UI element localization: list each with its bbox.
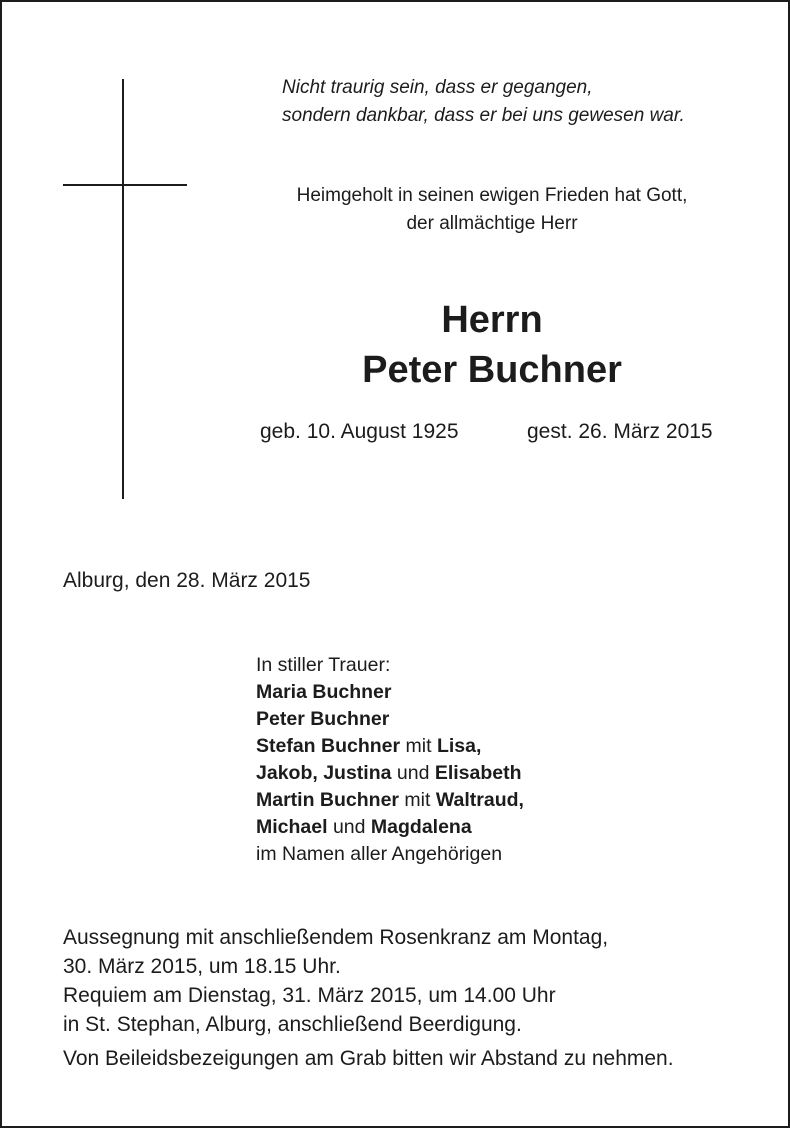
quote-line-1: Nicht traurig sein, dass er gegangen, bbox=[282, 77, 593, 98]
service-line-4: in St. Stephan, Alburg, anschließend Beerdigung. bbox=[63, 1013, 522, 1036]
mourner-line bbox=[256, 679, 524, 706]
mourner-line bbox=[256, 760, 524, 787]
mourner-name: Magdalena bbox=[370, 816, 472, 838]
salutation: Herrn bbox=[441, 299, 543, 341]
intro-text bbox=[232, 182, 752, 238]
mourner-name: Elisabeth bbox=[434, 762, 522, 784]
connector-text: und bbox=[327, 816, 371, 838]
deceased-name: Peter Buchner bbox=[362, 349, 622, 391]
mourner-name: Waltraud, bbox=[435, 789, 524, 811]
mourners-list bbox=[256, 652, 524, 868]
mourner-name: Martin Buchner bbox=[256, 789, 400, 811]
mourner-name: Stefan Buchner bbox=[256, 735, 401, 757]
death-date: gest. 26. März 2015 bbox=[527, 420, 713, 443]
service-line-5: Von Beileidsbezeigungen am Grab bitten wir Abstand zu nehmen. bbox=[63, 1047, 674, 1070]
place-date: Alburg, den 28. März 2015 bbox=[63, 569, 311, 592]
mourner-line bbox=[256, 706, 524, 733]
deceased-name-block bbox=[232, 295, 752, 395]
service-line-2: 30. März 2015, um 18.15 Uhr. bbox=[63, 955, 341, 978]
mourner-line bbox=[256, 733, 524, 760]
connector-text: mit bbox=[400, 735, 437, 757]
mourners-closing: im Namen aller Angehörigen bbox=[256, 843, 503, 865]
birth-date: geb. 10. August 1925 bbox=[260, 420, 459, 443]
cross-icon-horizontal bbox=[63, 184, 187, 186]
intro-line-1: Heimgeholt in seinen ewigen Frieden hat Gott, bbox=[296, 185, 688, 206]
connector-text: mit bbox=[399, 789, 436, 811]
service-line-1: Aussegnung mit anschließendem Rosenkranz am Montag, bbox=[63, 926, 609, 949]
service-line-3: Requiem am Dienstag, 31. März 2015, um 14.00 Uhr bbox=[63, 984, 556, 1007]
memorial-quote bbox=[282, 74, 685, 130]
cross-icon-vertical bbox=[122, 79, 124, 499]
intro-line-2: der allmächtige Herr bbox=[406, 213, 578, 234]
mourner-name: Jakob, Justina bbox=[256, 762, 392, 784]
connector-text: und bbox=[391, 762, 435, 784]
mourner-name: Peter Buchner bbox=[256, 708, 390, 730]
mourner-name: Maria Buchner bbox=[256, 681, 392, 703]
mourner-line bbox=[256, 814, 524, 841]
mourner-line bbox=[256, 787, 524, 814]
mourners-heading: In stiller Trauer: bbox=[256, 654, 391, 676]
mourner-name: Lisa, bbox=[436, 735, 482, 757]
mourner-name: Michael bbox=[256, 816, 328, 838]
quote-line-2: sondern dankbar, dass er bei uns gewesen war. bbox=[282, 105, 685, 126]
service-info bbox=[63, 923, 674, 1073]
